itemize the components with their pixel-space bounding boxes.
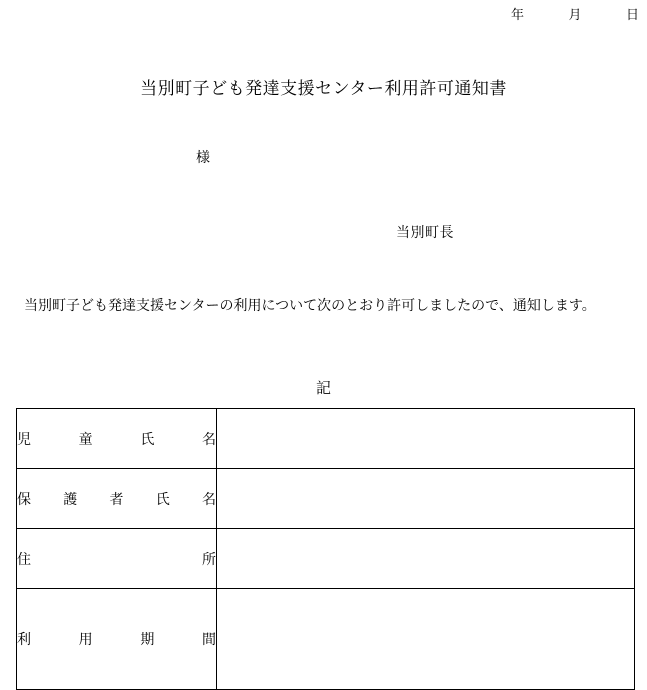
row-value-address[interactable] xyxy=(217,529,635,589)
issuer-name: 当別町長 xyxy=(396,226,454,241)
label-char: 住 xyxy=(17,552,31,568)
table-row xyxy=(17,409,635,469)
day-label: 日 xyxy=(625,7,639,22)
body-paragraph xyxy=(10,293,647,321)
table-row xyxy=(17,469,635,529)
row-value-guardian-name[interactable] xyxy=(217,469,635,529)
row-label-usage-period xyxy=(17,589,217,690)
label-char: 名 xyxy=(202,492,216,508)
table-row xyxy=(17,529,635,589)
section-marker: 記 xyxy=(315,381,331,397)
label-char: 利 xyxy=(17,633,31,648)
page-title: 当別町子ども発達支援センター利用許可通知書 xyxy=(140,79,507,98)
row-value-child-name[interactable] xyxy=(217,409,635,469)
row-label-child-name xyxy=(17,409,217,469)
table-row xyxy=(17,589,635,690)
row-label-address xyxy=(17,529,217,589)
label-char: 名 xyxy=(201,432,216,448)
label-char: 護 xyxy=(63,492,78,508)
label-char: 保 xyxy=(17,492,31,508)
label-char: 用 xyxy=(78,633,93,648)
year-label: 年 xyxy=(510,7,524,22)
month-label: 月 xyxy=(568,7,582,22)
row-label-guardian-name xyxy=(17,469,217,529)
label-char: 氏 xyxy=(140,432,155,448)
body-paragraph-text: 当別町子ども発達支援センターの利用について次のとおり許可しましたので、通知します。 xyxy=(24,299,596,314)
row-value-usage-period[interactable] xyxy=(217,589,635,690)
label-char: 所 xyxy=(202,552,216,568)
label-char: 童 xyxy=(78,432,93,448)
label-char: 者 xyxy=(109,492,124,508)
info-table xyxy=(16,408,635,690)
label-char: 間 xyxy=(201,633,216,648)
addressee-honorific: 様 xyxy=(196,151,210,166)
label-char: 期 xyxy=(140,633,155,648)
label-char: 氏 xyxy=(155,492,170,508)
label-char: 児 xyxy=(17,432,31,448)
date-line xyxy=(511,4,639,23)
